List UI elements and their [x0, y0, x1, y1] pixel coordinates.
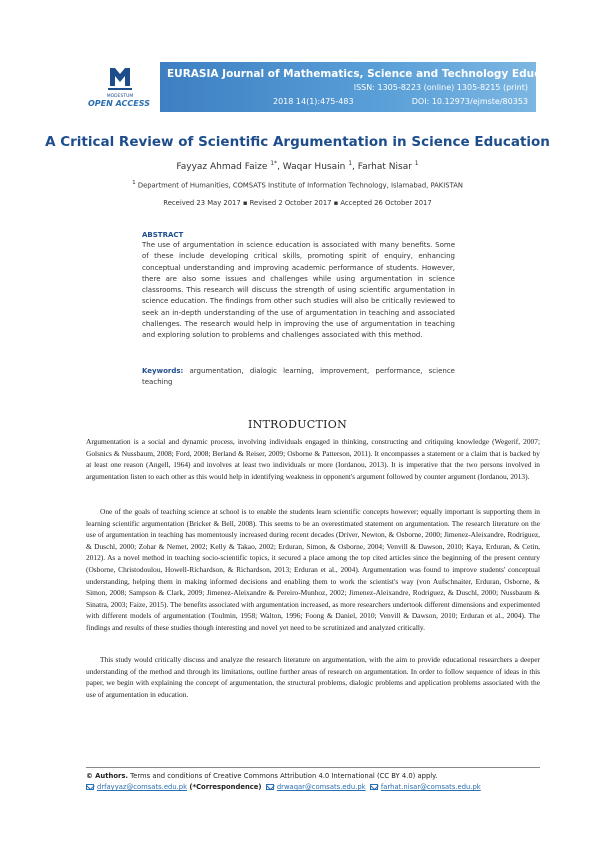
email-line — [86, 782, 546, 793]
footer-divider — [86, 767, 540, 768]
body-paragraph: Argumentation is a social and dynamic process, involving individuals engaged in thinking, constructing and critiquing knowledge (Wegerif, 2007; Golsnics & Nussbaum, 2008; Ford, 2008; Berland & Reiser, 2009; Osborne & Patterson, 2011). It encompasses a statement or a claim that is backed by at least one reason (Angell, 1964) and involves at least two individuals or more (Iordanou, 2013). It is imperative that the two persons involved in argumentation listen to each other as this would help in identifying weakness in opponent's argument followed by counter argument (Iordanou, 2013). — [86, 437, 540, 481]
email-link[interactable]: drwaqar@comsats.edu.pk — [276, 783, 366, 791]
author-name: Farhat Nisar — [357, 162, 412, 172]
envelope-icon — [86, 784, 94, 790]
license-text: Terms and conditions of Creative Commons Attribution 4.0 International (CC BY 4.0) apply. — [128, 772, 438, 780]
keywords-list: argumentation, dialogic learning, improvement, performance, science teaching — [142, 367, 455, 386]
author-name: Waqar Husain — [282, 162, 346, 172]
envelope-icon — [266, 784, 274, 790]
affiliation — [0, 180, 595, 189]
svg-text:MODESTUM: MODESTUM — [106, 94, 134, 99]
open-access-label: OPEN ACCESS — [88, 99, 150, 108]
author-separator: , — [352, 162, 358, 172]
email-link[interactable]: drfayyaz@comsats.edu.pk — [97, 783, 188, 791]
journal-banner — [160, 62, 571, 112]
journal-name: EURASIA Journal of Mathematics, Science and Technology Education — [167, 68, 571, 80]
copyright-icon: © — [86, 772, 93, 780]
envelope-icon — [370, 784, 378, 790]
author-affiliation-mark: 1 — [348, 160, 353, 167]
keywords-label: Keywords: — [142, 367, 184, 375]
affiliation-mark: 1 — [132, 180, 136, 186]
author-affiliation-mark: 1* — [270, 160, 278, 167]
affiliation-text: Department of Humanities, COMSATS Institute of Information Technology, Islamabad, PAKISTAN — [135, 181, 463, 190]
correspondence-note: (*Correspondence) — [187, 783, 262, 791]
body-paragraph: This study would critically discuss and analyze the research literature on argumentation, with the aim to provide educational researchers a deeper understanding of the method and through its limitations, outline further areas of research on argumentation. In order to follow sequence of ideas in this paper, we begin with explaining the concept of argumentation, the structural problems, dialogic problems and application problems associated with the use of argumentation in education. — [86, 655, 540, 699]
body-paragraph: One of the goals of teaching science at school is to enable the students learn scientific concepts however; equally important is supporting them in learning scientific argumentation (Bricker & Bell, 2008). This seems to be an overestimated statement on argumentation. The research literature on the use of argumentation in teaching has momentously increased during recent decades (Driver, Newton, & Osborne, 2000; Jimenez-Aleixandre, Rodriguez, & Duschl, 2000; Zohar & Nemet, 2002; Kelly & Takao, 2002; Erduran, Simon, & Osborne, 2004; Venvill & Dawson, 2010; Kaya, Erduran, & Cetin, 2012). As a novel method in teaching socio-scientific topics, it secured a place among the top cited articles since the beginning of the present century (Osborne, Christodoulou, Howell-Richardson, & Richardson, 2013; Erduran et al., 2004). Argumentation was found to improve students' conceptual understanding, helping them in making informed decisions and enabling them to work the scientist's way (von Aufschnaiter, Erduran, Osborne, & Simon, 2008; Sampson & Clark, 2009; Jimenez-Aleixandre & Pereiro-Munhoz, 2002; Jimenez-Aleixandre, Rodriguez, & Duschl, 2000; Nussbaum & Sinatra, 2003; Faize, 2015). The benefits associated with argumentation increased, as more researchers undertook different dimensions and experimented with different models of argumentation (Toulmin, 1958; Walton, 1996; Foong & Daniel, 2010; Venvill & Dawson, 2010; Erduran et al., 2004). The findings and results of these studies though interesting and novel yet need to be scrutinized and analyzed critically. — [86, 507, 540, 632]
section-heading: INTRODUCTION — [247, 418, 348, 431]
keywords — [142, 366, 455, 388]
issn-text: ISSN: 1305-8223 (online) 1305-8215 (print) — [353, 83, 528, 92]
submission-dates: Received 23 May 2017 ▪ Revised 2 October 2017 ▪ Accepted 26 October 2017 — [163, 199, 432, 207]
footer — [86, 771, 546, 793]
modestum-logo-icon — [88, 64, 152, 100]
doi-text: DOI: 10.12973/ejmste/80353 — [411, 97, 528, 106]
author-name: Fayyaz Ahmad Faize — [176, 162, 268, 172]
email-link[interactable]: farhat.nisar@comsats.edu.pk — [380, 783, 481, 791]
abstract-text: The use of argumentation in science education is associated with many benefits. Some of these include developing critical skills, promoting spirit of enquiry, enhancing conceptual understanding and improving academic performance of students. However, there are also some issues and challenges while using argumentation in science classrooms. This research will discuss the strength of using scientific argumentation in science education. The findings from other such studies will also be critically reviewed to seek an in-depth understanding of the use of argumentation in teaching and associated challenges. The research would help in improving the use of argumentation in teaching and exploring solution to problems and challenges associated with this method. — [142, 241, 455, 340]
author-affiliation-mark: 1 — [414, 160, 419, 167]
abstract-heading: ABSTRACT — [142, 231, 184, 239]
volume-pages: 2018 14(1):475-483 — [273, 97, 354, 106]
authors-label: Authors. — [92, 772, 128, 780]
article-title: A Critical Review of Scientific Argumentation in Science Education — [45, 134, 550, 150]
author-list — [0, 160, 595, 172]
license-line — [86, 771, 546, 782]
author-separator: , — [277, 162, 283, 172]
